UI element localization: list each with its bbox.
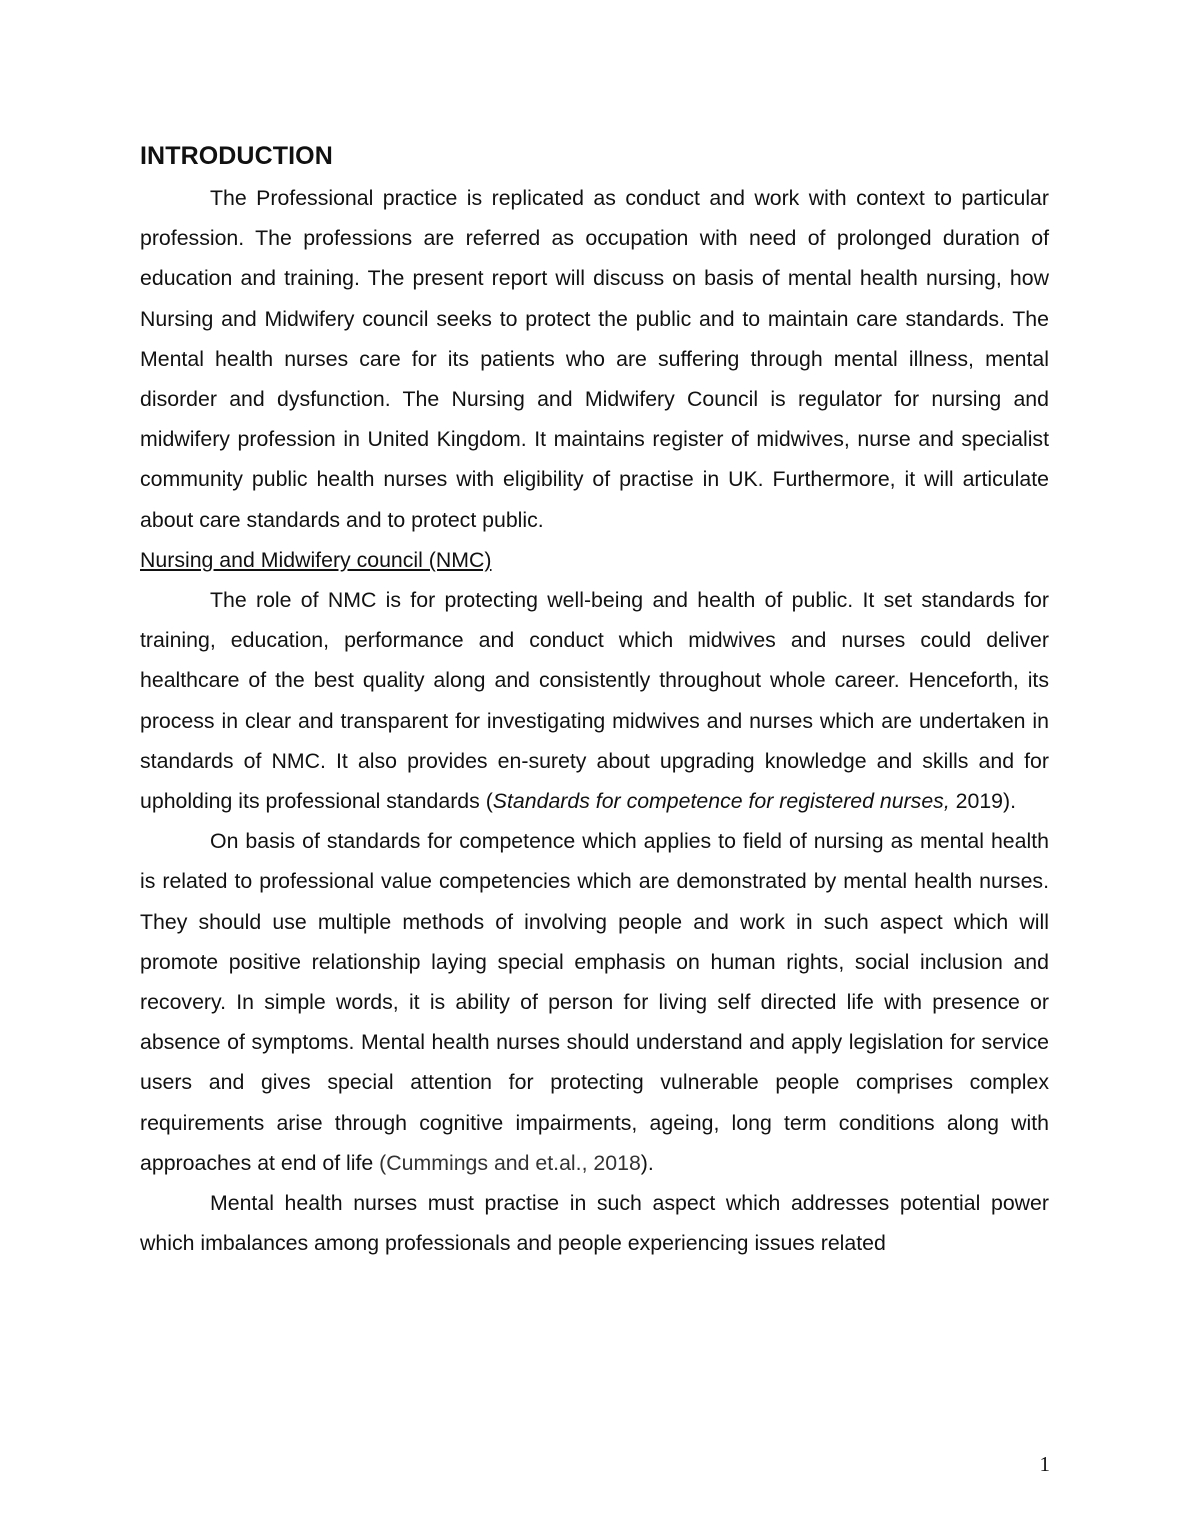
intro-paragraph: The Professional practice is replicated as conduct and work with context to particular profession. The professions are referred as occupation with need of prolonged duration of education and training. The present report will discuss on basis of mental health nursing, how Nursing and Midwifery council seeks to protect the public and to maintain care standards. The Mental health nurses care for its patients who are suffering through mental illness, mental disorder and dysfunction. The Nursing and Midwifery Council is regulator for nursing and midwifery profession in United Kingdom. It maintains register of midwives, nurse and specialist community public health nurses with eligibility of practise in UK. Furthermore, it will articulate about care standards and to protect public. [140, 186, 1049, 532]
page-number: 1 [1039, 1452, 1050, 1476]
nmc-paragraph-text: The role of NMC is for protecting well-being and health of public. It set standards for training, education, performance and conduct which midwives and nurses could deliver healthcare of the best quality along and consistently throughout whole career. Henceforth, its process in clear and transparent for investigating midwives and nurses which are undertaken in standards of NMC. It also provides en-surety about upgrading knowledge and skills and for upholding its professional standards ( [140, 588, 1049, 814]
nmc-paragraph [140, 580, 1049, 821]
competence-paragraph [140, 821, 1049, 1183]
practice-paragraph: Mental health nurses must practise in such aspect which addresses potential power which imbalances among professionals and people experiencing issues related [140, 1191, 1049, 1256]
nmc-citation-title: Standards for competence for registered nurses, [492, 789, 950, 814]
nmc-citation-year: 2019). [949, 789, 1017, 814]
competence-citation-end: ). [640, 1150, 654, 1175]
nmc-subheading: Nursing and Midwifery council (NMC) [140, 547, 492, 572]
section-heading: INTRODUCTION [140, 142, 333, 170]
competence-citation: (Cummings and et.al., 2018 [379, 1150, 641, 1175]
competence-paragraph-text: On basis of standards for competence which applies to field of nursing as mental health is related to professional value competencies which are demonstrated by mental health nurses. They should use multiple methods of involving people and work in such aspect which will promote positive relationship laying special emphasis on human rights, social inclusion and recovery. In simple words, it is ability of person for living self directed life with presence or absence of symptoms. Mental health nurses should understand and apply legislation for service users and gives special attention for protecting vulnerable people comprises complex requirements arise through cognitive impairments, ageing, long term conditions along with approaches at end of life [140, 829, 1049, 1175]
document-body [140, 138, 1049, 1263]
